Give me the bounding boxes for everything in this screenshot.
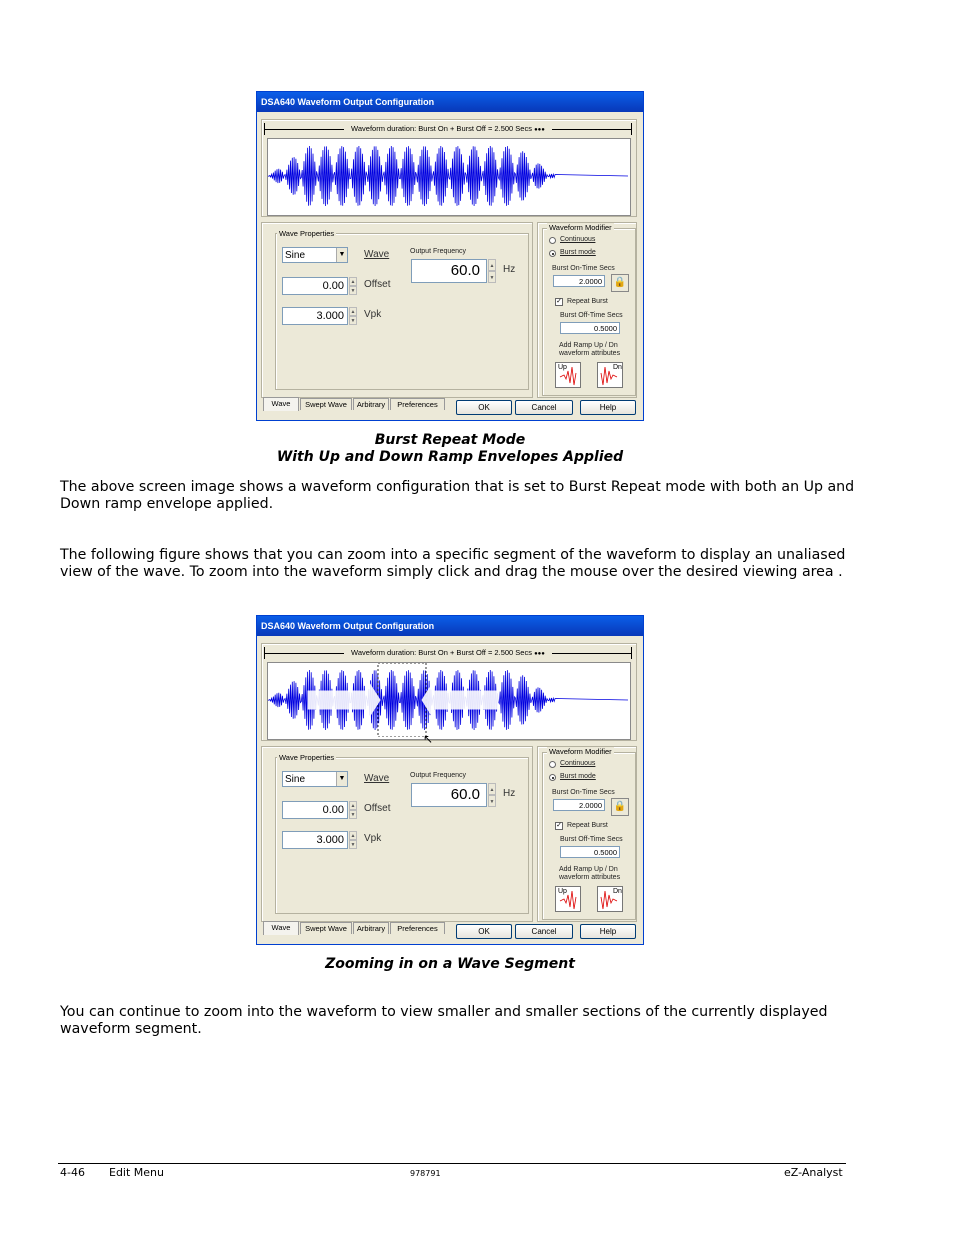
mouse-cursor-icon: ↖ bbox=[423, 732, 434, 746]
output-frequency-input[interactable]: 60.0 bbox=[411, 259, 487, 283]
ramp-down-label: Dn bbox=[613, 364, 622, 371]
vpk-spinner-down-icon[interactable]: ▼ bbox=[350, 842, 356, 848]
ramp-up-icon bbox=[556, 363, 580, 387]
ramp-down-icon bbox=[598, 363, 622, 387]
ramp-down-icon bbox=[598, 887, 622, 911]
ramp-label-line1: Add Ramp Up / Dn bbox=[559, 866, 618, 873]
vpk-spinner-up-icon[interactable]: ▲ bbox=[350, 833, 356, 839]
dialog-title: DSA640 Waveform Output Configuration bbox=[257, 616, 643, 636]
duration-label: Waveform duration: Burst On + Burst Off = 2.500 Secs bbox=[351, 648, 532, 657]
burst-mode-label: Burst mode bbox=[560, 249, 596, 256]
ramp-label-line2: waveform attributes bbox=[559, 874, 621, 881]
ramp-label-line1: Add Ramp Up / Dn bbox=[559, 342, 618, 349]
output-frequency-title: Output Frequency bbox=[410, 772, 467, 779]
tab-preferences[interactable]: Preferences bbox=[390, 922, 445, 934]
vpk-label: Vpk bbox=[364, 309, 382, 320]
ramp-up-label: Up bbox=[558, 888, 567, 895]
footer-section: Edit Menu bbox=[109, 1166, 164, 1179]
wave-type-value: Sine bbox=[285, 250, 306, 261]
waveform-modifier-title: Waveform Modifier bbox=[549, 747, 612, 756]
lock-icon[interactable]: 🔒 bbox=[611, 274, 629, 292]
frequency-spinner-up-icon[interactable]: ▲ bbox=[488, 783, 496, 795]
duration-more-icon[interactable]: ●●● bbox=[534, 127, 545, 133]
burst-waveform-trace bbox=[268, 146, 628, 206]
waveform-svg bbox=[268, 663, 628, 737]
footer-product: eZ-Analyst bbox=[784, 1166, 843, 1179]
vpk-spinner-down-icon[interactable]: ▼ bbox=[350, 318, 356, 324]
footer-rule bbox=[58, 1163, 846, 1164]
burst-off-time-input[interactable]: 0.5000 bbox=[560, 322, 620, 334]
repeat-burst-label: Repeat Burst bbox=[567, 822, 608, 829]
continuous-label: Continuous bbox=[560, 760, 596, 767]
repeat-burst-checkbox[interactable]: ✓ bbox=[556, 298, 562, 305]
tab-wave[interactable]: Wave bbox=[263, 921, 299, 935]
ramp-up-label: Up bbox=[558, 364, 567, 371]
burst-mode-radio[interactable] bbox=[549, 774, 556, 781]
tab-arbitrary[interactable]: Arbitrary bbox=[353, 922, 389, 934]
frequency-unit: Hz bbox=[503, 264, 516, 275]
lock-icon[interactable]: 🔒 bbox=[611, 798, 629, 816]
ramp-label-line2: waveform attributes bbox=[559, 350, 621, 357]
tab-arbitrary[interactable]: Arbitrary bbox=[353, 398, 389, 410]
offset-label: Offset bbox=[364, 803, 391, 814]
wave-type-select[interactable] bbox=[282, 247, 348, 263]
ok-button[interactable]: OK bbox=[456, 924, 512, 939]
wave-properties-title: Wave Properties bbox=[279, 753, 335, 762]
frequency-spinner-up-icon[interactable]: ▲ bbox=[488, 259, 496, 271]
burst-mode-radio[interactable] bbox=[549, 250, 556, 257]
tab-wave[interactable]: Wave bbox=[263, 397, 299, 411]
offset-spinner-down-icon[interactable]: ▼ bbox=[350, 288, 356, 294]
wave-label: Wave bbox=[364, 773, 390, 784]
cancel-button[interactable]: Cancel bbox=[515, 924, 573, 939]
burst-off-time-input[interactable]: 0.5000 bbox=[560, 846, 620, 858]
burst-on-time-input[interactable]: 2.0000 bbox=[553, 275, 605, 287]
burst-off-time-label: Burst Off-Time Secs bbox=[560, 836, 623, 843]
burst-on-time-label: Burst On-Time Secs bbox=[552, 789, 615, 796]
output-frequency-title: Output Frequency bbox=[410, 248, 467, 255]
footer-doc-number: 978791 bbox=[410, 1169, 441, 1178]
waveform-svg bbox=[268, 139, 628, 213]
continuous-radio[interactable] bbox=[549, 761, 556, 768]
ramp-up-button[interactable] bbox=[555, 362, 581, 388]
dialog-title: DSA640 Waveform Output Configuration bbox=[257, 92, 643, 112]
waveform-config-dialog-2 bbox=[256, 615, 644, 945]
duration-line-right bbox=[552, 653, 632, 654]
offset-spinner-down-icon[interactable]: ▼ bbox=[350, 812, 356, 818]
paragraph-zoom-description: The following figure shows that you can zoom into a specific segment of the waveform to display an unaliased view of the wave. To zoom into the waveform simply click and drag the mouse over the desired viewing area . bbox=[60, 547, 846, 580]
frequency-unit: Hz bbox=[503, 788, 516, 799]
waveform-plot[interactable] bbox=[267, 138, 631, 216]
duration-indicator bbox=[264, 123, 632, 135]
tab-preferences[interactable]: Preferences bbox=[390, 398, 445, 410]
offset-spinner-up-icon[interactable]: ▲ bbox=[350, 279, 356, 285]
ramp-down-label: Dn bbox=[613, 888, 622, 895]
help-button[interactable]: Help bbox=[580, 924, 636, 939]
frequency-spinner-down-icon[interactable]: ▼ bbox=[488, 795, 496, 807]
repeat-burst-checkbox[interactable]: ✓ bbox=[556, 822, 562, 829]
chevron-down-icon[interactable]: ▼ bbox=[336, 772, 347, 786]
duration-end-marker bbox=[631, 647, 632, 659]
caption-burst-line2: With Up and Down Ramp Envelopes Applied bbox=[276, 449, 624, 465]
ramp-down-button[interactable] bbox=[597, 886, 623, 912]
duration-more-icon[interactable]: ●●● bbox=[534, 651, 545, 657]
paragraph-burst-description: The above screen image shows a waveform configuration that is set to Burst Repeat mode with both an Up and Down ramp envelope applied. bbox=[60, 479, 855, 512]
vpk-spinner-up-icon[interactable]: ▲ bbox=[350, 309, 356, 315]
wave-type-value: Sine bbox=[285, 774, 306, 785]
burst-on-time-input[interactable]: 2.0000 bbox=[553, 799, 605, 811]
ramp-up-icon bbox=[556, 887, 580, 911]
ok-button[interactable]: OK bbox=[456, 400, 512, 415]
continuous-radio[interactable] bbox=[549, 237, 556, 244]
offset-input[interactable]: 0.00 bbox=[282, 801, 348, 819]
caption-burst-line1: Burst Repeat Mode bbox=[374, 432, 526, 448]
vpk-label: Vpk bbox=[364, 833, 382, 844]
frequency-spinner-down-icon[interactable]: ▼ bbox=[488, 271, 496, 283]
burst-on-time-label: Burst On-Time Secs bbox=[552, 265, 615, 272]
vpk-input[interactable]: 3.000 bbox=[282, 831, 348, 849]
help-button[interactable]: Help bbox=[580, 400, 636, 415]
vpk-input[interactable]: 3.000 bbox=[282, 307, 348, 325]
duration-line-right bbox=[552, 129, 632, 130]
waveform-plot[interactable] bbox=[267, 662, 631, 740]
footer-page-number: 4-46 bbox=[60, 1166, 85, 1179]
caption-zoom: Zooming in on a Wave Segment bbox=[325, 956, 575, 972]
repeat-burst-label: Repeat Burst bbox=[567, 298, 608, 305]
offset-spinner-up-icon[interactable]: ▲ bbox=[350, 803, 356, 809]
tab-swept-wave[interactable]: Swept Wave bbox=[300, 922, 352, 934]
continuous-label: Continuous bbox=[560, 236, 596, 243]
duration-indicator bbox=[264, 647, 632, 659]
burst-mode-label: Burst mode bbox=[560, 773, 596, 780]
chevron-down-icon[interactable]: ▼ bbox=[336, 248, 347, 262]
tab-swept-wave[interactable]: Swept Wave bbox=[300, 398, 352, 410]
paragraph-continue-zoom: You can continue to zoom into the waveform to view smaller and smaller sections of the currently displayed waveform segment. bbox=[60, 1004, 828, 1037]
wave-label: Wave bbox=[364, 249, 390, 260]
waveform-modifier-title: Waveform Modifier bbox=[549, 223, 612, 232]
cancel-button[interactable]: Cancel bbox=[515, 400, 573, 415]
duration-end-marker bbox=[631, 123, 632, 135]
offset-label: Offset bbox=[364, 279, 391, 290]
duration-label: Waveform duration: Burst On + Burst Off = 2.500 Secs bbox=[351, 124, 532, 133]
burst-off-time-label: Burst Off-Time Secs bbox=[560, 312, 623, 319]
waveform-config-dialog-1 bbox=[256, 91, 644, 421]
output-frequency-input[interactable]: 60.0 bbox=[411, 783, 487, 807]
ramp-up-button[interactable] bbox=[555, 886, 581, 912]
ramp-down-button[interactable] bbox=[597, 362, 623, 388]
wave-properties-title: Wave Properties bbox=[279, 229, 335, 238]
wave-type-select[interactable] bbox=[282, 771, 348, 787]
offset-input[interactable]: 0.00 bbox=[282, 277, 348, 295]
